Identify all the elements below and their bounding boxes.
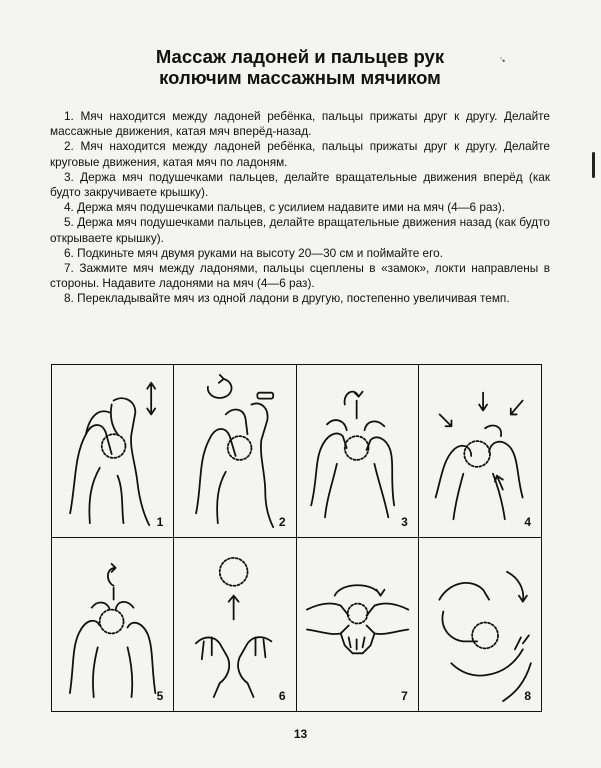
- illustration-number: 8: [524, 689, 531, 703]
- illustration-number: 2: [278, 515, 286, 529]
- hands-roll-ball-icon: [52, 365, 173, 537]
- hands-circle-ball-icon: [174, 365, 295, 537]
- fingers-twist-forward-icon: [297, 365, 418, 537]
- fingers-twist-back-icon: [52, 538, 173, 711]
- illustration-cell-6: [174, 538, 296, 711]
- toss-ball-icon: [174, 538, 295, 711]
- illustration-number: 4: [524, 515, 531, 529]
- scan-edge-mark: [592, 152, 595, 178]
- illustration-cell-5: [52, 538, 174, 711]
- illustration-cell-2: [174, 365, 296, 538]
- illustration-number: 1: [156, 515, 164, 529]
- instruction-7: 7. Зажмите мяч между ладонями, пальцы сцеплены в «замок», локти направлены в стороны. Надавите ладонями на мяч (4—6 раз).: [50, 261, 550, 291]
- illustration-number: 3: [401, 515, 408, 529]
- illustration-number: 7: [401, 689, 408, 703]
- illustration-number: 5: [156, 689, 164, 703]
- interlocked-palms-icon: [297, 538, 418, 711]
- pass-ball-icon: [419, 538, 541, 711]
- fingers-press-ball-icon: [419, 365, 541, 537]
- instruction-1: 1. Мяч находится между ладоней ребёнка, пальцы прижаты друг к другу. Делайте массажные движения, катая мяч вперёд-назад.: [50, 109, 550, 139]
- scan-speck: ’•: [500, 56, 506, 66]
- illustration-cell-8: [419, 538, 541, 711]
- illustration-grid: [51, 364, 542, 712]
- instruction-2: 2. Мяч находится между ладоней ребёнка, пальцы прижаты друг к другу. Делайте круговые движения, катая мяч по ладоням.: [50, 139, 550, 169]
- title-line-2: колючим массажным мячиком: [159, 67, 441, 88]
- instruction-list: [50, 109, 550, 307]
- instruction-8: 8. Перекладывайте мяч из одной ладони в другую, постепенно увеличивая темп.: [64, 291, 510, 306]
- instruction-5: 5. Держа мяч подушечками пальцев, делайте вращательные движения назад (как будто открываете крышку).: [50, 215, 550, 245]
- title-line-1: Массаж ладоней и пальцев рук: [155, 46, 445, 67]
- instruction-6: 6. Подкиньте мяч двумя руками на высоту 20—30 см и поймайте его.: [64, 245, 443, 260]
- illustration-cell-4: [419, 365, 541, 538]
- page-number: 13: [293, 727, 308, 741]
- instruction-3: 3. Держа мяч подушечками пальцев, делайте вращательные движения вперёд (как будто закручиваете крышку).: [50, 169, 550, 200]
- page-title: [60, 46, 540, 88]
- illustration-cell-1: [52, 365, 174, 538]
- illustration-cell-7: [297, 538, 419, 711]
- illustration-number: 6: [278, 689, 286, 703]
- illustration-cell-3: [297, 365, 419, 538]
- instruction-4: 4. Держа мяч подушечками пальцев, с усилием надавите ими на мяч (4—6 раз).: [64, 200, 505, 215]
